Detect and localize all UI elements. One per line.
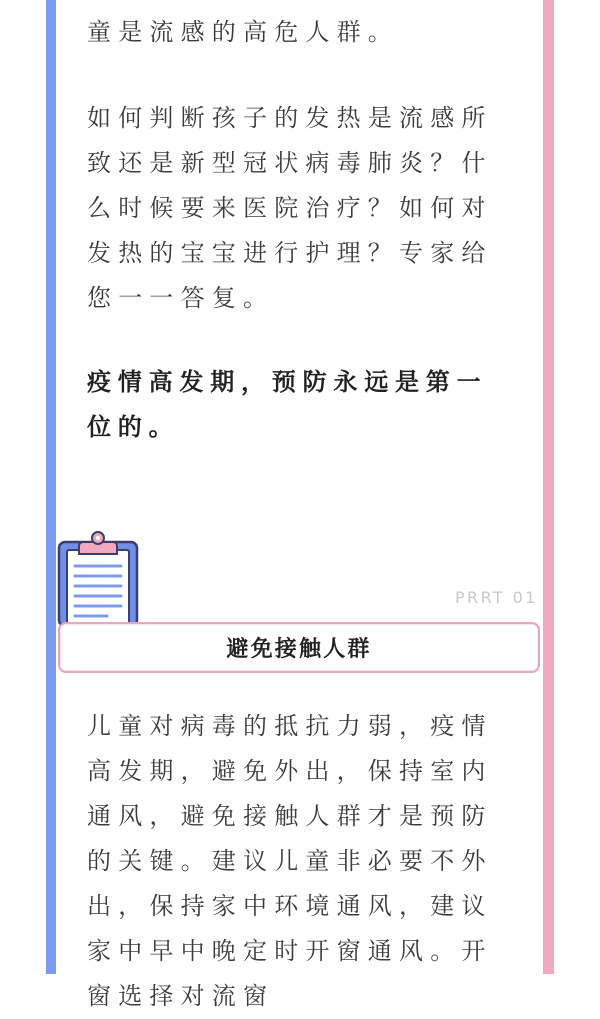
left-decorative-border — [46, 0, 56, 974]
paragraph-2: 如何判断孩子的发热是流感所致还是新型冠状病毒肺炎？什么时候要来医院治疗？如何对发热的宝宝进行护理？专家给您一一答复。 — [87, 104, 493, 312]
section-title: 避免接触人群 — [226, 637, 372, 662]
right-decorative-border — [543, 0, 554, 974]
paragraph-3-bold: 疫情高发期，预防永远是第一位的。 — [87, 368, 488, 441]
paragraph-1: 童是流感的高危人群。 — [87, 18, 399, 46]
section-title-box — [58, 622, 540, 673]
clipboard-icon — [55, 530, 141, 628]
paragraph-4: 儿童对病毒的抵抗力弱，疫情高发期，避免外出，保持室内通风，避免接触人群才是预防的关键。建议儿童非必要不外出，保持家中环境通风，建议家中早中晚定时开窗通风。开窗选择对流窗 — [87, 712, 493, 1010]
part-number-label: PRRT 01 — [455, 588, 538, 607]
